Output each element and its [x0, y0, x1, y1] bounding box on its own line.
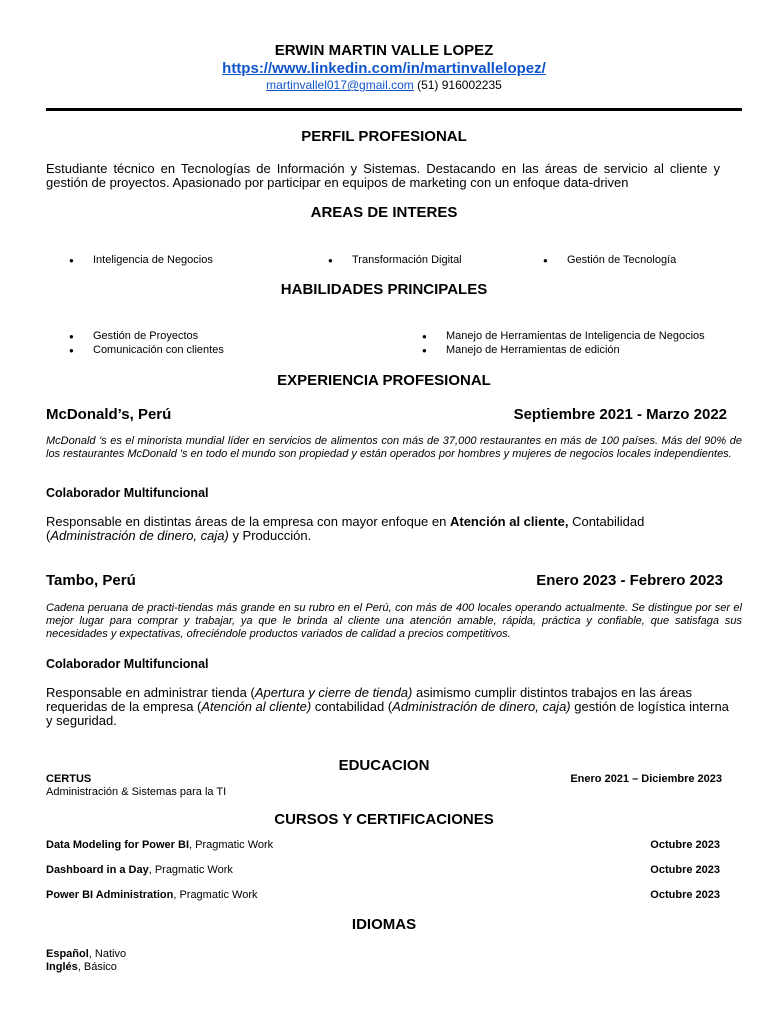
- candidate-name: ERWIN MARTIN VALLE LOPEZ: [274, 42, 494, 59]
- job-dates: Enero 2023 - Febrero 2023: [536, 572, 723, 589]
- job-dates: Septiembre 2021 - Marzo 2022: [513, 406, 727, 423]
- language-item: Español, Nativo: [46, 948, 127, 960]
- education-dates: Enero 2021 – Diciembre 2023: [570, 773, 722, 785]
- skill-item: ● Gestión de Proyectos: [93, 330, 198, 342]
- course-date: Octubre 2023: [650, 839, 720, 851]
- education-program: Administración & Sistemas para la TI: [46, 786, 227, 798]
- course-date: Octubre 2023: [650, 889, 720, 901]
- courses-heading: CURSOS Y CERTIFICACIONES: [274, 811, 494, 828]
- interest-item: ● Transformación Digital: [352, 254, 462, 266]
- linkedin-link[interactable]: https://www.linkedin.com/in/martinvallelopez/: [222, 60, 546, 77]
- job-company: Tambo, Perú: [46, 572, 136, 589]
- contact-line: [0, 78, 768, 92]
- education-heading: EDUCACION: [338, 757, 430, 774]
- job-responsibilities: Responsable en distintas áreas de la empresa con mayor enfoque en Atención al cliente, Contabilidad (Administración de dinero, caja) y Producción.: [46, 514, 645, 543]
- job-description: Cadena peruana de practi-tiendas más grande en su rubro en el Perú, con más de 400 locales operando actualmente. Se distingue por ser el mejor lugar para comprar y trabajar, ya que le brinda al cliente una atención amable, rápida, práctica y confiable, que satisfaga sus necesidades y expectativas, ofreciéndole productos variados de calidad a precios competitivos.: [46, 602, 742, 640]
- job-role: Colaborador Multifuncional: [46, 486, 209, 500]
- phone-number: (51) 916002235: [413, 78, 502, 92]
- job-description: McDonald 's es el minorista mundial líder en servicios de alimentos con más de 37,000 restaurantes en más de 100 países. Más del 90% de los restaurantes McDonald 's en todo el mundo son propiedad y están operados por hombres y mujeres de negocios locales independientes.: [46, 435, 742, 460]
- language-item: Inglés, Básico: [46, 961, 117, 973]
- languages-heading: IDIOMAS: [351, 916, 417, 933]
- profile-text: Estudiante técnico en Tecnologías de Información y Sistemas. Destacando en las áreas de servicio al cliente y gestión de proyectos. Apasionado por participar en equipos de marketing con un enfoque data-driven: [46, 161, 720, 190]
- interest-item: ● Inteligencia de Negocios: [93, 254, 213, 266]
- education-institution: CERTUS: [46, 773, 92, 785]
- skill-item: ● Manejo de Herramientas de edición: [446, 344, 620, 356]
- course-item: Power BI Administration, Pragmatic Work: [46, 889, 258, 901]
- course-item: Dashboard in a Day, Pragmatic Work: [46, 864, 233, 876]
- email-link[interactable]: martinvallel017@gmail.com: [266, 78, 414, 92]
- skill-item: ● Manejo de Herramientas de Inteligencia de Negocios: [446, 330, 705, 342]
- experience-heading: EXPERIENCIA PROFESIONAL: [277, 372, 491, 389]
- skill-item: ● Comunicación con clientes: [93, 344, 224, 356]
- interest-item: ● Gestión de Tecnología: [567, 254, 676, 266]
- job-company: McDonald’s, Perú: [46, 406, 172, 423]
- profile-heading: PERFIL PROFESIONAL: [301, 128, 467, 145]
- job-role: Colaborador Multifuncional: [46, 657, 209, 671]
- skills-heading: HABILIDADES PRINCIPALES: [280, 281, 488, 298]
- job-responsibilities: Responsable en administrar tienda (Apertura y cierre de tienda) asimismo cumplir distintos trabajos en las áreas requeridas de la empresa (Atención al cliente) contabilidad (Administración de dinero, caja) gestión de logística interna y seguridad.: [46, 685, 729, 728]
- course-item: Data Modeling for Power BI, Pragmatic Work: [46, 839, 274, 851]
- interests-heading: AREAS DE INTERES: [310, 204, 458, 221]
- course-date: Octubre 2023: [650, 864, 720, 876]
- header-divider: [46, 108, 742, 111]
